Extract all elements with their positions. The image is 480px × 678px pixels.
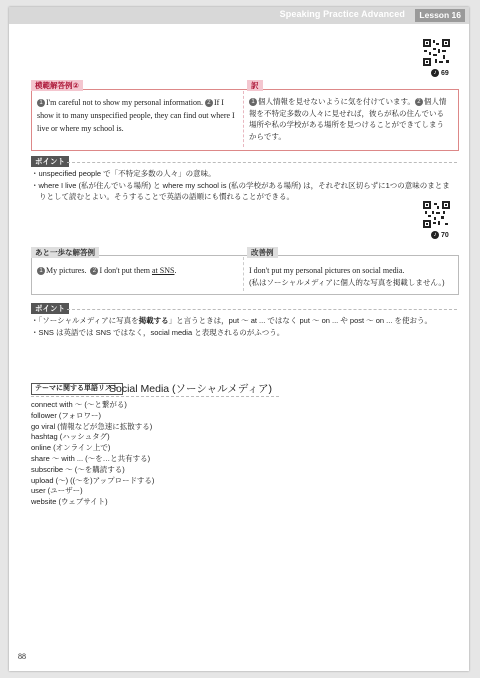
qr-code-icon[interactable] bbox=[423, 201, 450, 228]
vocab-item: subscribe ～ (～を購読する) bbox=[31, 464, 125, 474]
number-2-icon: 2 bbox=[415, 98, 423, 106]
vocab-list bbox=[31, 400, 154, 508]
translation-tag: 訳 bbox=[247, 80, 263, 91]
almost-answer-english: 1 My pictures. 2 I don't put them at SNS. bbox=[37, 264, 241, 277]
vocab-item: user (ユーザー) bbox=[31, 486, 83, 496]
vocab-title: Social Media (ソーシャルメディア) bbox=[109, 383, 272, 395]
almost-answer-tag: あと一歩な解答例 bbox=[31, 247, 99, 258]
number-2-icon: 2 bbox=[205, 99, 213, 107]
improved-answer-japanese: (私はソーシャルメディアに個人的な写真を掲載しません。) bbox=[249, 278, 445, 287]
vocab-item: website (ウェブサイト) bbox=[31, 497, 108, 507]
vocab-item: online (オンライン上で) bbox=[31, 443, 111, 453]
audio-disc-icon: ♪ bbox=[431, 231, 439, 239]
model-answer-japanese: 1 個人情報を見せないように気を付けています。 2 個人情報を不特定多数の人々に見せれば，彼らが私の住んでいる場所や私の学校がある場所を見つけることができてしまうからです。 bbox=[249, 97, 447, 141]
vocab-item: share ～ with ... (～を…と共有する) bbox=[31, 453, 151, 463]
point-item: ・「ソーシャルメディアに写真を掲載する」と言うときは，put ～ at ... ではなく put ～ on ... や post ～ on ... を使おう。 bbox=[31, 316, 433, 325]
point-list-1 bbox=[31, 168, 451, 203]
improved-tag: 改善例 bbox=[247, 247, 278, 258]
vocab-item: connect with ～ (～と繋がる) bbox=[31, 400, 127, 409]
audio-track-70[interactable]: ♪ 70 bbox=[431, 231, 449, 239]
number-1-icon: 1 bbox=[249, 98, 257, 106]
page bbox=[9, 7, 469, 671]
vocab-item: hashtag (ハッシュタグ) bbox=[31, 432, 110, 442]
point-item: ・where I live (私が住んでいる場所) と where my school is (私の学校がある場所) は，それぞれ区切らずに1つの意味のまとまりとして読むとよい。そうすることで英語の語順にも慣れることができる。 bbox=[31, 180, 450, 201]
page-number: 88 bbox=[18, 652, 26, 661]
model-answer-tag: 模範解答例② bbox=[31, 80, 83, 91]
number-1-icon: 1 bbox=[37, 267, 45, 275]
vocab-item: follower (フォロワー) bbox=[31, 410, 102, 420]
vocab-item: upload (～) ((～を)アップロードする) bbox=[31, 475, 155, 485]
number-2-icon: 2 bbox=[90, 267, 98, 275]
lesson-badge: Lesson 16 bbox=[415, 9, 465, 22]
point-list-2 bbox=[31, 315, 451, 338]
point-tag: ポイント bbox=[31, 156, 69, 167]
error-underline: at SNS bbox=[151, 266, 175, 275]
book-title: Speaking Practice Advanced bbox=[279, 9, 405, 19]
audio-disc-icon: ♪ bbox=[431, 69, 439, 77]
point-tag: ポイント bbox=[31, 303, 69, 314]
vocab-item: go viral (情報などが急速に拡散する) bbox=[31, 421, 153, 431]
point-item: ・SNS は英語では SNS ではなく，social media と表現されるのがふつう。 bbox=[31, 327, 285, 337]
vocab-list-tag: テーマに関する単語リスト bbox=[31, 383, 123, 395]
header-bar bbox=[9, 7, 469, 24]
audio-track-69[interactable]: ♪ 69 bbox=[431, 69, 449, 77]
model-answer-english: 1 I'm careful not to show my personal information. 2 If I show it to many unspecified people, they can find out where I live or where my school is. bbox=[37, 98, 235, 133]
number-1-icon: 1 bbox=[37, 99, 45, 107]
point-item: ・unspecified people で「不特定多数の人々」の意味。 bbox=[31, 169, 216, 178]
improved-answer: I don't put my personal pictures on social media. bbox=[249, 266, 405, 275]
qr-code-icon[interactable] bbox=[423, 39, 450, 66]
